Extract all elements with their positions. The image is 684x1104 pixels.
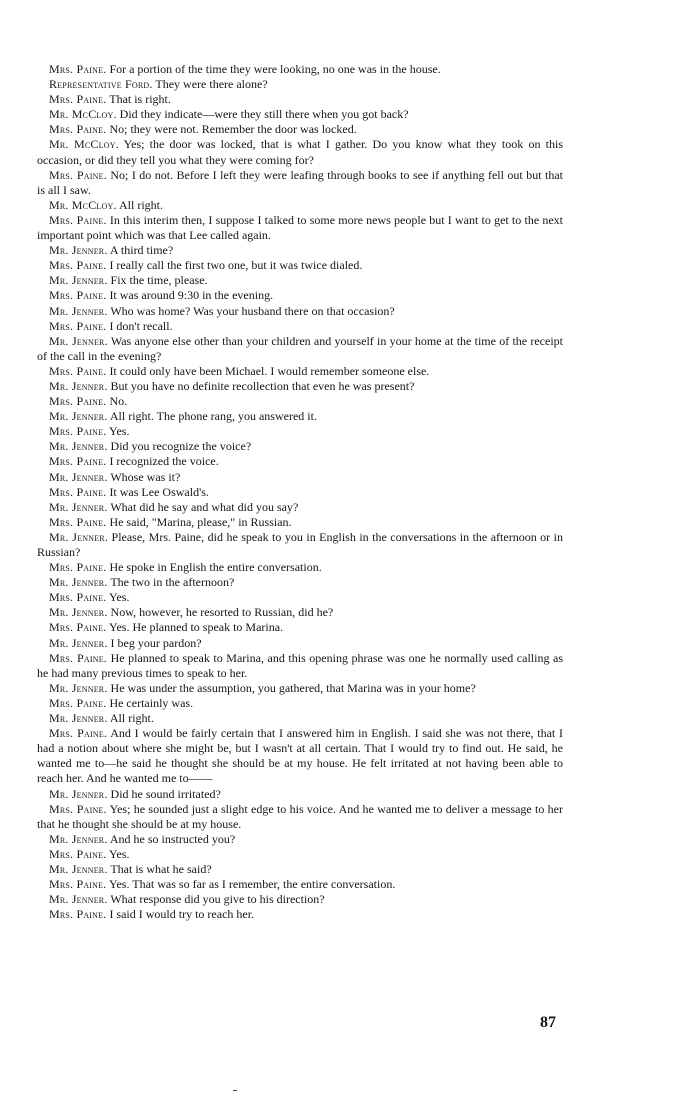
speech-text: Yes. [109, 846, 130, 861]
speaker-name: Mrs. Paine. [49, 514, 107, 529]
speech-text: The two in the afternoon? [110, 575, 235, 590]
speaker-name: Mrs. Paine. [49, 424, 107, 439]
speech-text: Yes. That was so far as I remember, the entire conversation. [109, 877, 396, 892]
speaker-name: Mr. McCloy. [49, 137, 119, 152]
speech-text: For a portion of the time they were looking, no one was in the house. [109, 62, 441, 76]
testimony-paragraph [37, 636, 563, 651]
speech-text: I don't recall. [109, 318, 173, 333]
testimony-paragraph [37, 877, 563, 892]
speaker-name: Mr. Jenner. [49, 635, 108, 650]
testimony-paragraph [37, 273, 563, 288]
testimony-paragraph [37, 92, 563, 107]
speech-text: He certainly was. [109, 695, 194, 710]
speech-text: It could only have been Michael. I would remember someone else. [109, 363, 430, 378]
speech-text: All right. [119, 197, 164, 212]
speaker-name: Mrs. Paine. [49, 92, 107, 107]
speaker-name: Mr. Jenner. [49, 711, 108, 726]
speech-text: Yes; the door was locked, that is what I gather. Do you know what they took on this occasion, or did they tell you what they were coming for? [37, 137, 563, 167]
speaker-name: Mrs. Paine. [49, 726, 108, 741]
speaker-name: Mrs. Paine. [49, 846, 107, 861]
speech-text: And he so instructed you? [109, 831, 236, 846]
testimony-paragraph [37, 288, 563, 303]
testimony-paragraph [37, 590, 563, 605]
speaker-name: Mr. Jenner. [49, 861, 108, 876]
testimony-paragraph [37, 409, 563, 424]
testimony-paragraph [37, 319, 563, 334]
speech-text: It was around 9:30 in the evening. [109, 288, 274, 303]
speech-text: No. [109, 394, 128, 409]
speech-text: But you have no definite recollection that even he was present? [110, 378, 415, 393]
speaker-name: Mrs. Paine. [49, 122, 107, 137]
speaker-name: Mrs. Paine. [49, 454, 107, 469]
speaker-name: Mr. Jenner. [49, 575, 108, 590]
speaker-name: Mrs. Paine. [49, 695, 107, 710]
speech-text: Yes. He planned to speak to Marina. [109, 620, 284, 635]
speaker-name: Mr. Jenner. [49, 499, 108, 514]
speaker-name: Mr. McCloy. [49, 197, 117, 212]
speaker-name: Representative Ford. [49, 77, 153, 92]
speech-text: He said, "Marina, please," in Russian. [109, 514, 292, 529]
speaker-name: Mr. Jenner. [49, 243, 108, 258]
testimony-paragraph [37, 213, 563, 243]
testimony-paragraph [37, 862, 563, 877]
speaker-name: Mrs. Paine. [49, 62, 107, 76]
speaker-name: Mrs. Paine. [49, 258, 107, 273]
testimony-paragraph [37, 107, 563, 122]
speaker-name: Mr. Jenner. [49, 680, 108, 695]
speech-text: Fix the time, please. [110, 273, 208, 288]
speech-text: Yes. [109, 424, 130, 439]
speaker-name: Mrs. Paine. [49, 288, 107, 303]
speaker-name: Mrs. Paine. [49, 650, 107, 665]
testimony-paragraph [37, 243, 563, 258]
testimony-paragraph [37, 122, 563, 137]
speaker-name: Mrs. Paine. [49, 560, 107, 575]
speaker-name: Mr. Jenner. [49, 529, 109, 544]
testimony-paragraph [37, 258, 563, 273]
speech-text: Did you recognize the voice? [110, 439, 252, 454]
speaker-name: Mr. Jenner. [49, 892, 108, 907]
speech-text: All right. [109, 711, 154, 726]
testimony-paragraph [37, 907, 563, 922]
testimony-paragraph [37, 439, 563, 454]
speech-text: No; they were not. Remember the door was locked. [109, 122, 357, 137]
speaker-name: Mrs. Paine. [49, 212, 107, 227]
speech-text: A third time? [109, 243, 174, 258]
testimony-paragraph [37, 560, 563, 575]
speech-text: What response did you give to his direction? [110, 892, 325, 907]
page-number: 87 [540, 1014, 556, 1031]
speech-text: They were there alone? [155, 77, 268, 92]
testimony-paragraph [37, 77, 563, 92]
speaker-name: Mrs. Paine. [49, 394, 107, 409]
speaker-name: Mrs. Paine. [49, 363, 107, 378]
speech-text: He was under the assumption, you gathered, that Marina was in your home? [110, 680, 476, 695]
testimony-paragraph [37, 802, 563, 832]
scan-mark [233, 1090, 237, 1091]
speaker-name: Mrs. Paine. [49, 590, 107, 605]
testimony-text [37, 62, 563, 922]
speech-text: Did he sound irritated? [110, 786, 221, 801]
speech-text: That is right. [109, 92, 171, 107]
testimony-paragraph [37, 681, 563, 696]
speech-text: Was anyone else other than your children and yourself in your home at the time of the receipt of the call in the evening? [37, 333, 563, 363]
speech-text: And I would be fairly certain that I answered him in English. I said she was not there, that I had a notion about where she might be, but I wasn't at all certain. That I would try to find out. He said, he wanted me to—he said he thought she should be at my house. He felt irritated at not having been able to reach her. And he wanted me to—— [37, 726, 563, 786]
testimony-paragraph [37, 379, 563, 394]
testimony-paragraph [37, 726, 563, 786]
speaker-name: Mrs. Paine. [49, 620, 107, 635]
speaker-name: Mr. Jenner. [49, 831, 108, 846]
speaker-name: Mr. Jenner. [49, 786, 108, 801]
testimony-paragraph [37, 605, 563, 620]
speaker-name: Mr. Jenner. [49, 303, 108, 318]
testimony-paragraph [37, 575, 563, 590]
speaker-name: Mrs. Paine. [49, 801, 107, 816]
speaker-name: Mrs. Paine. [49, 907, 107, 922]
speech-text: It was Lee Oswald's. [109, 484, 209, 499]
speech-text: I really call the first two one, but it was twice dialed. [109, 258, 363, 273]
speech-text: He spoke in English the entire conversation. [109, 560, 322, 575]
testimony-paragraph [37, 364, 563, 379]
speech-text: Yes; he sounded just a slight edge to his voice. And he wanted me to deliver a message to her that he thought she should be at my house. [37, 801, 564, 831]
speaker-name: Mr. Jenner. [49, 605, 108, 620]
testimony-paragraph [37, 620, 563, 635]
speech-text: That is what he said? [110, 861, 212, 876]
speech-text: No; I do not. Before I left they were leafing through books to see if anything fell out but that is all I saw. [37, 167, 564, 197]
speaker-name: Mr. Jenner. [49, 439, 108, 454]
testimony-paragraph [37, 832, 563, 847]
testimony-paragraph [37, 62, 563, 77]
speech-text: I beg your pardon? [110, 635, 202, 650]
speech-text: Now, however, he resorted to Russian, did he? [110, 605, 334, 620]
speech-text: Who was home? Was your husband there on that occasion? [110, 303, 395, 318]
testimony-paragraph [37, 515, 563, 530]
testimony-paragraph [37, 500, 563, 515]
speaker-name: Mr. Jenner. [49, 469, 108, 484]
speech-text: Whose was it? [110, 469, 181, 484]
testimony-paragraph [37, 711, 563, 726]
testimony-paragraph [37, 454, 563, 469]
testimony-paragraph [37, 198, 563, 213]
testimony-paragraph [37, 334, 563, 364]
speaker-name: Mr. Jenner. [49, 333, 108, 348]
speech-text: I said I would try to reach her. [109, 907, 255, 922]
testimony-paragraph [37, 394, 563, 409]
speech-text: All right. The phone rang, you answered it. [109, 409, 317, 424]
testimony-paragraph [37, 168, 563, 198]
speaker-name: Mr. Jenner. [49, 273, 108, 288]
speaker-name: Mrs. Paine. [49, 877, 107, 892]
testimony-paragraph [37, 424, 563, 439]
testimony-paragraph [37, 847, 563, 862]
testimony-paragraph [37, 485, 563, 500]
speech-text: Yes. [109, 590, 130, 605]
speaker-name: Mrs. Paine. [49, 484, 107, 499]
testimony-paragraph [37, 787, 563, 802]
testimony-paragraph [37, 304, 563, 319]
speaker-name: Mr. Jenner. [49, 409, 108, 424]
testimony-paragraph [37, 470, 563, 485]
speaker-name: Mr. Jenner. [49, 378, 108, 393]
speech-text: In this interim then, I suppose I talked to some more news people but I want to get to the next important point which was that Lee called again. [37, 212, 564, 243]
testimony-paragraph [37, 530, 563, 560]
testimony-paragraph [37, 137, 563, 167]
testimony-paragraph [37, 651, 563, 681]
speaker-name: Mrs. Paine. [49, 167, 107, 182]
speech-text: I recognized the voice. [109, 454, 219, 469]
testimony-paragraph [37, 696, 563, 711]
speech-text: Please, Mrs. Paine, did he speak to you in English in the conversations in the afternoon or in Russian? [37, 529, 563, 559]
speaker-name: Mrs. Paine. [49, 318, 107, 333]
speech-text: Did they indicate—were they still there when you got back? [119, 107, 409, 122]
testimony-paragraph [37, 892, 563, 907]
speaker-name: Mr. McCloy. [49, 107, 117, 122]
speech-text: What did he say and what did you say? [110, 499, 299, 514]
speech-text: He planned to speak to Marina, and this opening phrase was one he normally used calling as he had many previous times to speak to her. [37, 650, 564, 680]
